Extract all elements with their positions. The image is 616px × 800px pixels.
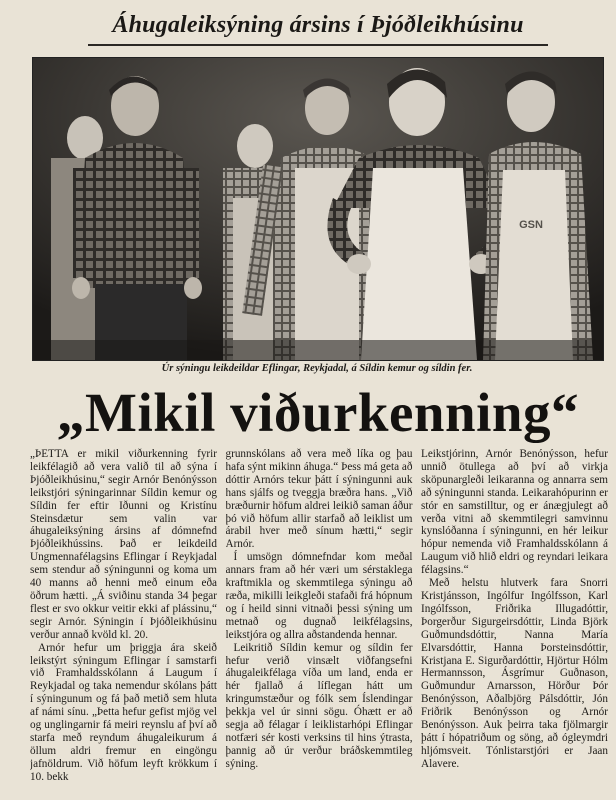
- photo-caption: Úr sýningu leikdeildar Eflingar, Reykjadal, á Síldin kemur og síldin fer.: [161, 363, 473, 374]
- paragraph: Í umsögn dómnefndar kom meðal annars fram að hér væri um sérstaklega kraftmikla og skemmtilega sýningu að ræða, mikilli leikgleði stafaði frá hópnum og í heild sinni vitnaði þessi sýning um metnað og dugnað leikfélagsins, leikstjóra og allra aðstandenda hennar.: [225, 551, 413, 641]
- kicker-underline: [88, 44, 548, 46]
- paragraph: „ÞETTA er mikil viðurkenning fyrir leikfélagið að vera valið til að sýna í Þjóðleikhúsinu,“ segir Arnór Benónýsson leikstjóri sýningarinnar Síldin kemur og Síldin fer eftir Iðunni og Kristínu Steinsdætur sem valin var áhugaleiksýning ársins af dómnefnd Þjóðleikhússins. Það er leikdeild Ungmennafélagsins Eflingar í Reykjadal sem stendur að sýningunni og koma um 40 manns að henni með einum eða öðrum hætti. „Á sviðinu standa 34 þegar flest er svo okkur veitir ekki af plássinu,“ segir Arnór. Sýningin í Þjóðleikhúsinu verður annað kvöld kl. 20.: [30, 448, 217, 641]
- apron-lettering: GSN: [519, 219, 543, 231]
- article-column-3: [421, 448, 608, 798]
- section-kicker: Áhugaleiksýning ársins í Þjóðleikhúsinu: [112, 12, 524, 38]
- article-headline: „Mikil viðurkenning“: [57, 382, 579, 443]
- paragraph: Leikstjórinn, Arnór Benónýsson, hefur unnið ötullega að því að virkja sköpunargleði leikaranna og annarra sem að sýningunni standa. Leikarahópurinn er stór en samstilltur, og er ánægjulegt að verða vitni að skemmtilegri samvinnu kynslóðanna í sýningunni, en hér leikur hópur nemenda við Framhaldsskólann á Laugum við hlið eldri og reyndari leikara félagsins.“: [421, 448, 608, 577]
- paragraph: Leikritið Síldin kemur og síldin fer hefur verið vinsælt viðfangsefni áhugaleikfélaga víða um land, enda er hér fjallað á líflegan hátt um kringumstæður og fólk sem Íslendingar þekkja vel úr sinni sögu. Óhætt er að segja að félagar í leiklistarhópi Eflingar notfæri sér kosti verksins til hins ýtrasta, þannig að úr verður bráðskemmtileg sýning.: [225, 641, 413, 770]
- cast-photo-illustration: [33, 58, 603, 360]
- paragraph: grunnskólans að vera með líka og þau hafa sýnt mikinn áhuga.“ Þess má geta að dóttir Arnórs tekur þátt í sýningunni auk hans sjálfs og tveggja bræðra hans. „Við bræðurnir höfum aldrei leikið saman áður þó við höfum allir starfað að leiklist um árabil hver með sínum hætti,“ segir Arnór.: [225, 448, 413, 551]
- article-column-1: [30, 448, 217, 798]
- cast-photo: [32, 57, 604, 361]
- article-body: [30, 448, 608, 798]
- article-column-2: [226, 448, 413, 798]
- paragraph: Með helstu hlutverk fara Snorri Kristjánsson, Ingólfur Ingólfsson, Karl Ingólfsson, Friðrika Illugadóttir, Þorgerður Sigurgeirsdóttir, Linda Björk Guðmundsdóttir, Nanna María Elvarsdóttir, Hanna Þorsteinsdóttir, Kristjana E. Sigurðardóttir, Hjörtur Hólm Hermannsson, Ásgrímur Guðnason, Guðmundur Arnarsson, Hörður Þór Benónýsson, Aðalbjörg Pálsdóttir, Jón Friðrik Benónýsson og Arnór Benónýsson. Auk þeirra taka fjölmargir þátt í hópatriðum og söng, að ógleymdri hljómsveit. Tónlistarstjóri er Jaan Alavere.: [421, 577, 608, 770]
- paragraph: Arnór hefur um þriggja ára skeið leikstýrt sýningum Eflingar í samstarfi við Framhaldsskólann á Laugum í Reykjadal og taka nemendur skólans þátt í sýningunum og fá það metið sem hluta af námi sínu. „Þetta hefur gefist mjög vel og unglingarnir fá meiri reynslu af því að starfa með reyndum áhugaleikurum á öllum aldri fremur en eingöngu jafnöldrum. Við höfum leyft krökkum í 10. bekk: [30, 641, 217, 783]
